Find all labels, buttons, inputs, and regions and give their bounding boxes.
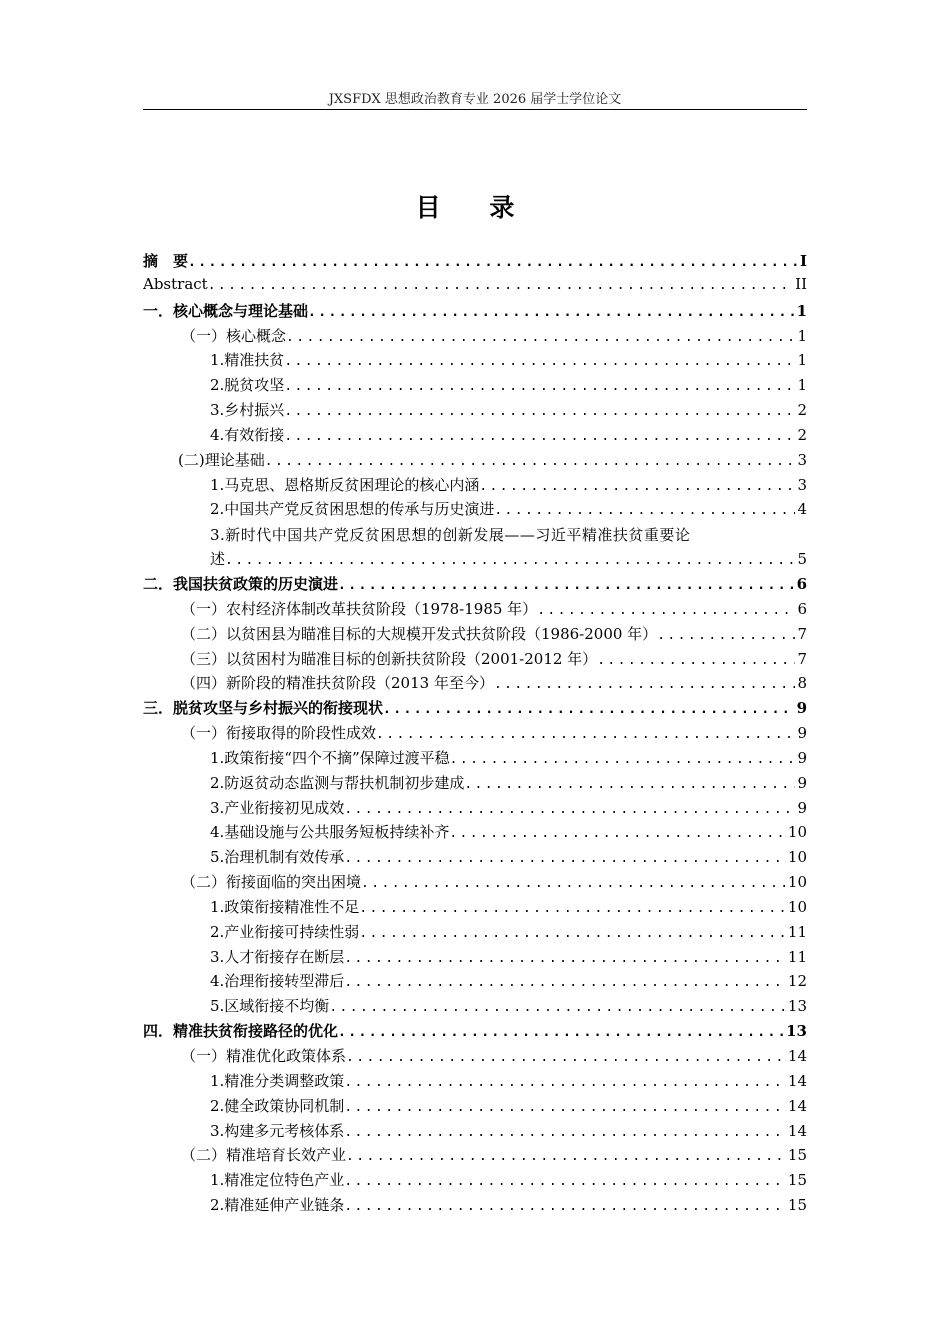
dot-leader [344, 1174, 786, 1189]
toc-entry-section[interactable] [143, 325, 807, 350]
toc-page-number: 12 [787, 972, 807, 991]
dot-leader [464, 777, 795, 792]
toc-entry-subsection[interactable] [143, 821, 807, 846]
dot-leader [308, 305, 795, 320]
toc-entry-label: （一）农村经济体制改革扶贫阶段（1978-1985 年） [181, 599, 538, 618]
toc-entry-subsection[interactable] [143, 498, 807, 523]
toc-entry-label: （二）衔接面临的突出困境 [181, 873, 362, 892]
toc-entry-section[interactable] [143, 1144, 807, 1169]
toc-page-number: 11 [787, 922, 807, 941]
toc-page-number: 15 [787, 1171, 807, 1190]
toc-entry-label: 4.治理衔接转型滞后 [210, 972, 345, 991]
toc-page-number: 2 [797, 401, 807, 420]
toc-entry-subsection[interactable] [143, 399, 807, 424]
dot-leader [344, 951, 786, 966]
toc-page-number: 7 [797, 624, 807, 643]
dot-leader [346, 1050, 786, 1065]
toc-entry-chapter-3[interactable] [143, 697, 807, 722]
dot-leader [188, 255, 798, 270]
toc-entry-subsection[interactable] [143, 374, 807, 399]
toc-page-number: 15 [787, 1196, 807, 1215]
dot-leader [450, 752, 796, 767]
toc-entry-label: 1.马克思、恩格斯反贫困理论的核心内涵 [210, 475, 480, 494]
toc-page-number: 1 [796, 301, 807, 320]
toc-title: 目 录 [415, 193, 535, 222]
toc-entry-section[interactable] [143, 722, 807, 747]
toc-entry-label: 5.治理机制有效传承 [210, 848, 345, 867]
dot-leader [344, 1075, 786, 1090]
toc-page-number: 6 [797, 599, 807, 618]
toc-page-number: 10 [787, 897, 807, 916]
toc-entry-subsection-continuation[interactable] [143, 548, 807, 573]
toc-page-number: 14 [787, 1096, 807, 1115]
dot-leader [597, 653, 795, 668]
toc-page-number: 2 [797, 425, 807, 444]
toc-page-number: 15 [787, 1146, 807, 1165]
toc-entry-subsection[interactable] [143, 896, 807, 921]
toc-entry-label: 3.乡村振兴 [210, 401, 285, 420]
toc-entry-label: 1.精准分类调整政策 [210, 1071, 345, 1090]
toc-page-number: 10 [787, 823, 807, 842]
dot-leader [657, 628, 795, 643]
toc-entry-subsection[interactable] [143, 1194, 807, 1219]
toc-page-number: 1 [797, 326, 807, 345]
toc-page-number: 7 [797, 649, 807, 668]
toc-entry-subsection[interactable] [143, 747, 807, 772]
toc-entry-subsection[interactable] [143, 349, 807, 374]
page-header: JXSFDX 思想政治教育专业 2026 届学士学位论文 [328, 92, 622, 107]
dot-leader [479, 479, 795, 494]
dot-leader [344, 1199, 786, 1214]
toc-entry-label: 述 [210, 550, 226, 569]
toc-entry-label: （一）精准优化政策体系 [181, 1047, 347, 1065]
toc-entry-label: 2.健全政策协同机制 [210, 1096, 345, 1115]
toc-page-number: 9 [797, 798, 807, 817]
toc-entry-subsection[interactable] [143, 970, 807, 995]
toc-entry-label: 3.人才衔接存在断层 [210, 947, 345, 966]
toc-entry-subsection[interactable] [143, 797, 807, 822]
dot-leader [225, 553, 795, 568]
dot-leader [284, 354, 795, 369]
toc-page-number: 5 [797, 550, 807, 569]
dot-leader [338, 1025, 784, 1040]
toc-entry-section[interactable] [143, 871, 807, 896]
header-divider [143, 109, 807, 110]
dot-leader [383, 702, 795, 717]
toc-entry-subsection[interactable] [143, 995, 807, 1020]
table-of-contents [143, 250, 807, 1219]
toc-entry-chapter-2[interactable] [143, 573, 807, 598]
toc-entry-subsection[interactable] [143, 1095, 807, 1120]
toc-page-number: 13 [786, 1022, 807, 1041]
toc-page-number: 8 [797, 674, 807, 693]
toc-page-number: 1 [797, 351, 807, 370]
toc-entry-label: Abstract [143, 274, 208, 293]
toc-entry-section[interactable] [143, 598, 807, 623]
toc-entry-section[interactable] [143, 672, 807, 697]
toc-entry-subsection[interactable] [143, 424, 807, 449]
dot-leader [344, 802, 795, 817]
toc-entry-label: 3.构建多元考核体系 [210, 1121, 345, 1140]
dot-leader [208, 278, 793, 293]
toc-entry-label: 1.精准扶贫 [210, 351, 285, 370]
toc-entry-label: （一）衔接取得的阶段性成效 [181, 724, 377, 743]
toc-entry-abstract-cn[interactable] [143, 250, 807, 275]
toc-entry-label: 1.政策衔接精准性不足 [210, 897, 360, 916]
toc-entry-label: 2.脱贫攻坚 [210, 376, 285, 395]
toc-entry-subsection[interactable] [143, 1070, 807, 1095]
toc-entry-label: 二．我国扶贫政策的历史演进 [143, 574, 339, 593]
toc-page-number: 14 [787, 1121, 807, 1140]
toc-entry-label: (二)理论基础 [178, 450, 265, 469]
toc-entry-label: 5.区域衔接不均衡 [210, 997, 330, 1016]
dot-leader [359, 901, 786, 916]
dot-leader [344, 1125, 786, 1140]
toc-page-number: 10 [787, 848, 807, 867]
toc-entry-subsection[interactable] [143, 921, 807, 946]
toc-entry-abstract-en[interactable] [143, 275, 807, 300]
toc-entry-section[interactable] [143, 648, 807, 673]
toc-entry-chapter-4[interactable] [143, 1020, 807, 1045]
toc-entry-section[interactable] [143, 623, 807, 648]
toc-page-number: 10 [787, 873, 807, 892]
toc-entry-label: 三．脱贫攻坚与乡村振兴的衔接现状 [143, 699, 384, 718]
dot-leader [359, 926, 786, 941]
toc-entry-label: 2.产业衔接可持续性弱 [210, 922, 360, 941]
toc-entry-label: 四．精准扶贫衔接路径的优化 [143, 1022, 339, 1041]
toc-page-number: 4 [797, 500, 807, 519]
toc-entry-label: 4.基础设施与公共服务短板持续补齐 [210, 823, 450, 842]
toc-entry-subsection[interactable] [143, 1120, 807, 1145]
toc-entry-label: 1.精准定位特色产业 [210, 1171, 345, 1190]
toc-page-number: 3 [797, 475, 807, 494]
toc-entry-subsection[interactable] [143, 1169, 807, 1194]
toc-entry-label: （四）新阶段的精准扶贫阶段（2013 年至今） [181, 674, 494, 693]
dot-leader [344, 975, 786, 990]
dot-leader [537, 603, 795, 618]
dot-leader [329, 1000, 786, 1015]
toc-page-number: 13 [787, 997, 807, 1016]
toc-entry-section[interactable] [143, 449, 807, 474]
dot-leader [344, 851, 786, 866]
dot-leader [286, 330, 795, 345]
toc-entry-label: （二）精准培育长效产业 [181, 1146, 347, 1165]
toc-entry-subsection[interactable] [143, 846, 807, 871]
toc-page-number: 3 [797, 450, 807, 469]
dot-leader [376, 727, 795, 742]
dot-leader [284, 429, 795, 444]
toc-entry-label: 3.产业衔接初见成效 [210, 798, 345, 817]
dot-leader [494, 503, 795, 518]
toc-entry-label: 2.中国共产党反贫困思想的传承与历史演进 [210, 500, 495, 519]
toc-page-number: 11 [787, 947, 807, 966]
toc-page-number: 6 [796, 574, 807, 593]
toc-entry-subsection[interactable] [143, 772, 807, 797]
dot-leader [346, 1149, 786, 1164]
toc-page-number: 9 [797, 724, 807, 743]
toc-entry-label: 1.政策衔接“四个不摘”保障过渡平稳 [210, 748, 450, 767]
toc-page-number: 9 [797, 773, 807, 792]
dot-leader [449, 826, 786, 841]
dot-leader [361, 876, 786, 891]
dot-leader [344, 1100, 786, 1115]
dot-leader [284, 404, 795, 419]
toc-entry-chapter-1[interactable] [143, 300, 807, 325]
toc-entry-label: 2.防返贫动态监测与帮扶机制初步建成 [210, 773, 465, 792]
toc-entry-label: （一）核心概念 [181, 326, 287, 345]
toc-entry-subsection[interactable] [143, 474, 807, 499]
toc-entry-label: （二）以贫困县为瞄准目标的大规模开发式扶贫阶段（1986-2000 年） [181, 624, 658, 643]
toc-page-number: 14 [787, 1071, 807, 1090]
toc-entry-label: 摘 要 [143, 252, 189, 270]
toc-page-number: 9 [797, 748, 807, 767]
toc-entry-subsection-line1[interactable]: 3.新时代中国共产党反贫困思想的创新发展——习近平精准扶贫重要论 [210, 526, 691, 545]
dot-leader [284, 379, 795, 394]
dot-leader [338, 578, 795, 593]
toc-entry-label: （三）以贫困村为瞄准目标的创新扶贫阶段（2001-2012 年） [181, 649, 598, 668]
dot-leader [494, 677, 796, 692]
toc-entry-label: 2.精准延伸产业链条 [210, 1196, 345, 1215]
toc-entry-subsection[interactable] [143, 946, 807, 971]
toc-page-number: II [795, 274, 807, 293]
toc-entry-label: 4.有效衔接 [210, 425, 285, 444]
toc-entry-label: 一．核心概念与理论基础 [143, 301, 309, 320]
dot-leader [265, 454, 796, 469]
toc-page-number: I [799, 252, 807, 270]
toc-page-number: 9 [796, 699, 807, 718]
toc-page-number: 1 [797, 376, 807, 395]
toc-page-number: 14 [787, 1047, 807, 1065]
toc-entry-section[interactable] [143, 1045, 807, 1070]
